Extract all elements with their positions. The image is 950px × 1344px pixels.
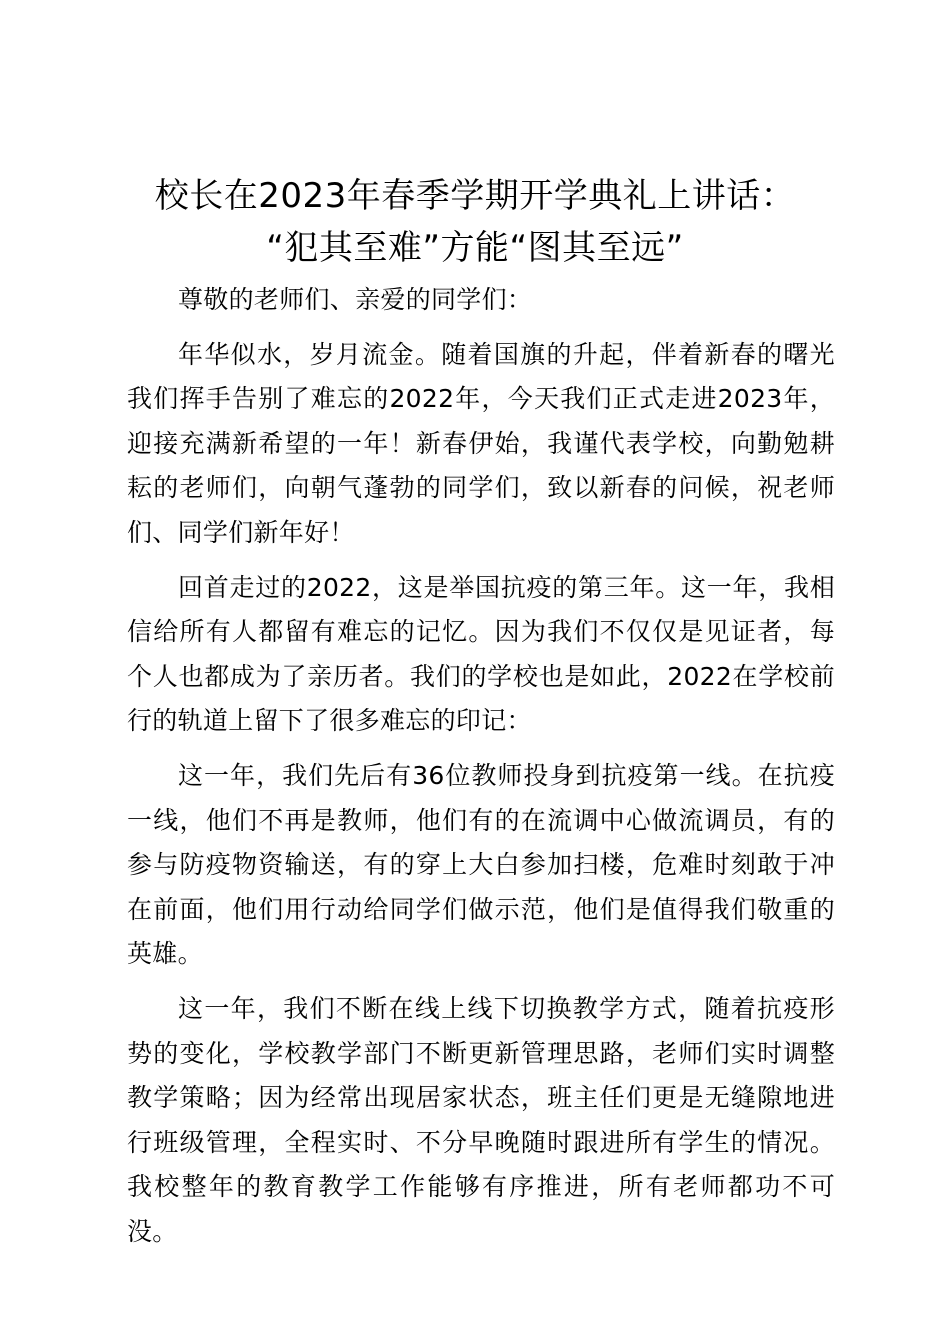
document-title [0, 170, 950, 274]
document-body [127, 278, 835, 1264]
paragraph-teaching-modes: 这一年，我们不断在线上线下切换教学方式，随着抗疫形势的变化，学校教学部门不断更新管理思路，老师们实时调整教学策略；因为经常出现居家状态，班主任们更是无缝隙地进行班级管理，全程实时、不分早晚随时跟进所有学生的情况。我校整年的教育教学工作能够有序推进，所有老师都功不可没。 [127, 993, 835, 1246]
salutation: 尊敬的老师们、亲爱的同学们： [178, 285, 533, 314]
title-line-1: 校长在2023年春季学期开学典礼上讲话： [154, 176, 796, 216]
paragraph-teachers-frontline: 这一年，我们先后有36位教师投身到抗疫第一线。在抗疫一线，他们不再是教师，他们有的在流调中心做流调员，有的参与防疫物资输送，有的穿上大白参加扫楼，危难时刻敢于冲在前面，他们用行动给同学们做示范，他们是值得我们敬重的英雄。 [127, 760, 835, 969]
title-line-2: “犯其至难”方能“图其至远” [266, 228, 684, 268]
paragraph-review-2022: 回首走过的2022，这是举国抗疫的第三年。这一年，我相信给所有人都留有难忘的记忆。因为我们不仅仅是见证者，每个人也都成为了亲历者。我们的学校也是如此，2022在学校前行的轨道上留下了很多难忘的印记： [127, 572, 835, 736]
paragraph-new-year: 年华似水，岁月流金。随着国旗的升起，伴着新春的曙光我们挥手告别了难忘的2022年，今天我们正式走进2023年，迎接充满新希望的一年！新春伊始，我谨代表学校，向勤勉耕耘的老师们，向朝气蓬勃的同学们，致以新春的问候，祝老师们、同学们新年好！ [127, 339, 835, 547]
